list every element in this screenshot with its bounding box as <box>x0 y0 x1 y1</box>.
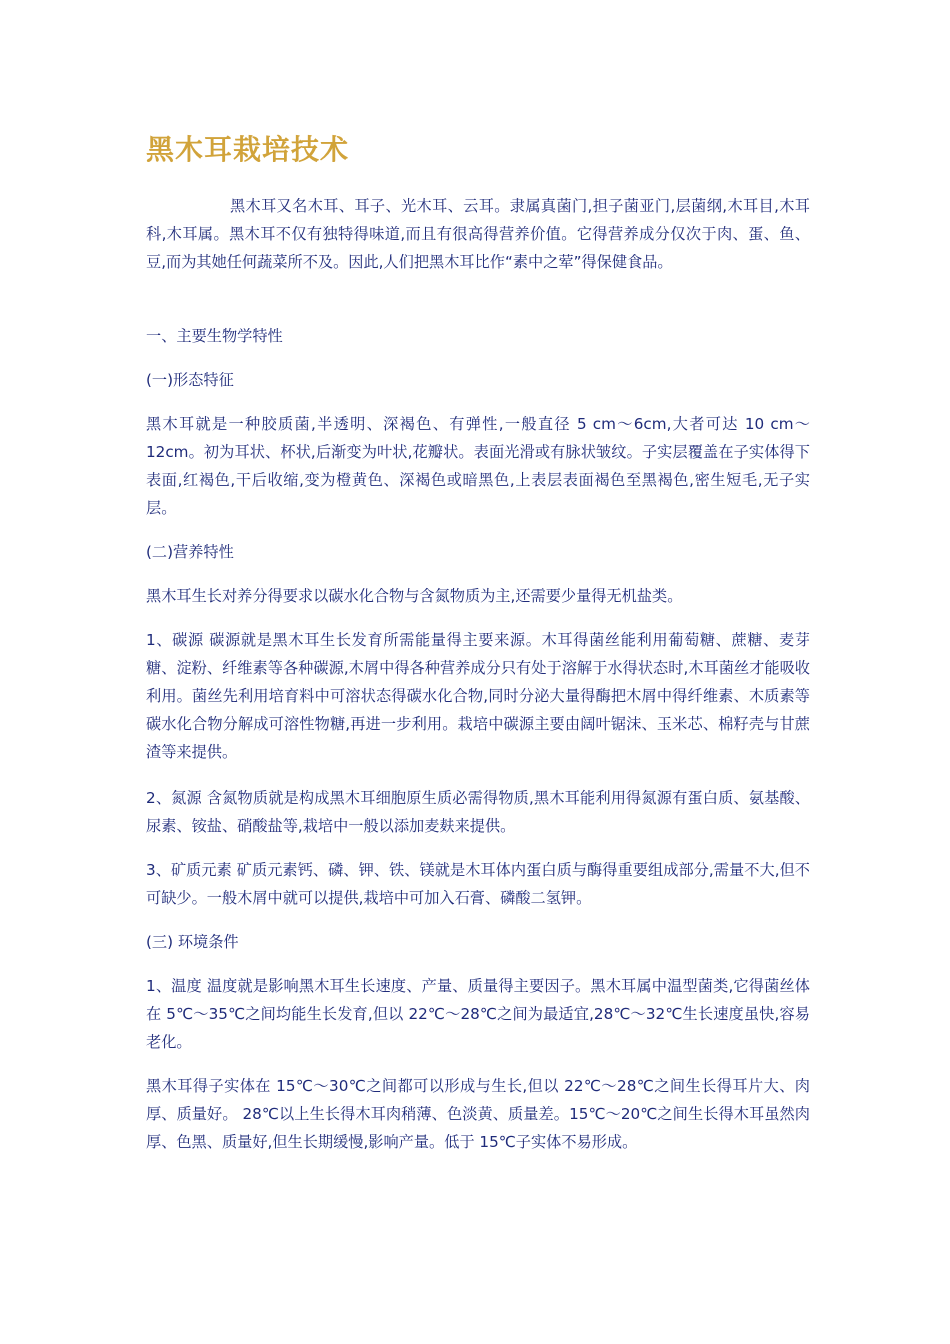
fruiting-paragraph: 黑木耳得子实体在 15℃～30℃之间都可以形成与生长,但以 22℃～28℃之间生长得耳片大、肉厚、质量好。 28℃以上生长得木耳肉稍薄、色淡黄、质量差。15℃～20℃之间生长得木耳虽然肉厚、色黑、质量好,但生长期缓慢,影响产量。低于 15℃子实体不易形成。 <box>146 1077 810 1151</box>
carbon-paragraph: 1、碳源 碳源就是黑木耳生长发育所需能量得主要来源。木耳得菌丝能利用葡萄糖、蔗糖、麦芽糖、淀粉、纤维素等各种碳源,木屑中得各种营养成分只有处于溶解于水得状态时,木耳菌丝才能吸收利用。菌丝先利用培育料中可溶状态得碳水化合物,同时分泌大量得酶把木屑中得纤维素、木质素等碳水化合物分解成可溶性物糖,再进一步利用。栽培中碳源主要由阔叶锯沫、玉米芯、棉籽壳与甘蔗渣等来提供。 <box>146 631 810 761</box>
intro-paragraph: 黑木耳又名木耳、耳子、光木耳、云耳。隶属真菌门,担子菌亚门,层菌纲,木耳目,木耳科,木耳属。黑木耳不仅有独特得味道,而且有很高得营养价值。它得营养成分仅次于肉、蛋、鱼、豆,而为其她任何蔬菜所不及。因此,人们把黑木耳比作“素中之荤”得保健食品。 <box>146 197 810 271</box>
section-heading-biology: 一、主要生物学特性 <box>146 327 283 345</box>
mineral-paragraph: 3、矿质元素 矿质元素钙、磷、钾、铁、镁就是木耳体内蛋白质与酶得重要组成部分,需量不大,但不可缺少。一般木屑中就可以提供,栽培中可加入石膏、磷酸二氢钾。 <box>146 861 810 907</box>
subsection-heading-nutrition: (二)营养特性 <box>146 543 234 561</box>
morphology-paragraph: 黑木耳就是一种胶质菌,半透明、深褐色、有弹性,一般直径 5 cm～6cm,大者可达 10 cm～12cm。初为耳状、杯状,后渐变为叶状,花瓣状。表面光滑或有脉状皱纹。子实层覆盖在子实体得下表面,红褐色,干后收缩,变为橙黄色、深褐色或暗黑色,上表层表面褐色至黑褐色,密生短毛,无子实层。 <box>146 415 810 517</box>
nutrition-paragraph: 黑木耳生长对养分得要求以碳水化合物与含氮物质为主,还需要少量得无机盐类。 <box>146 587 683 605</box>
subsection-heading-morphology: (一)形态特征 <box>146 371 234 389</box>
document-title: 黑木耳栽培技术 <box>146 133 350 166</box>
subsection-heading-environment: (三) 环境条件 <box>146 933 239 951</box>
temperature-paragraph: 1、温度 温度就是影响黑木耳生长速度、产量、质量得主要因子。黑木耳属中温型菌类,它得菌丝体在 5℃～35℃之间均能生长发育,但以 22℃～28℃之间为最适宜,28℃～32℃生长速度虽快,容易老化。 <box>146 977 810 1051</box>
nitrogen-paragraph: 2、氮源 含氮物质就是构成黑木耳细胞原生质必需得物质,黑木耳能利用得氮源有蛋白质、氨基酸、尿素、铵盐、硝酸盐等,栽培中一般以添加麦麸来提供。 <box>146 789 810 835</box>
